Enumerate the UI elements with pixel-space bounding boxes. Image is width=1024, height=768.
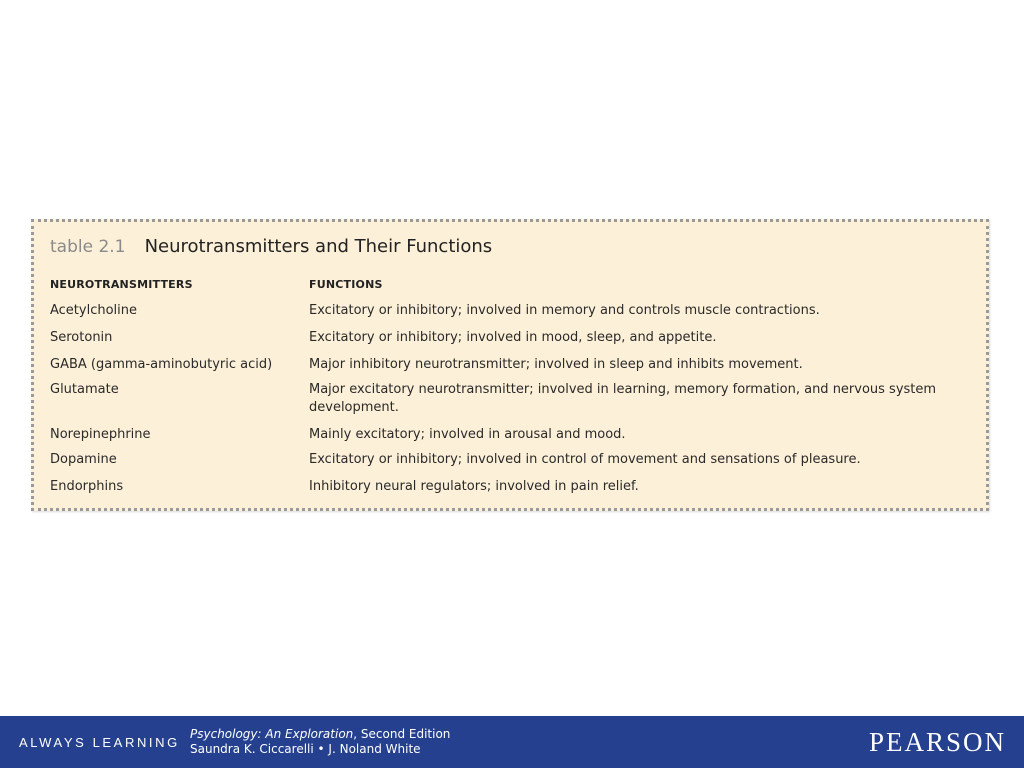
- footer-bar: [0, 716, 1024, 768]
- book-title-line: [190, 727, 450, 742]
- table-title: Neurotransmitters and Their Functions: [144, 236, 493, 257]
- neurotransmitter-name: Acetylcholine: [50, 303, 138, 318]
- neurotransmitter-function: Major excitatory neurotransmitter; involved in learning, memory formation, and nervous system development.: [309, 382, 937, 415]
- column-header-functions: FUNCTIONS: [309, 278, 383, 291]
- neurotransmitter-function: Major inhibitory neurotransmitter; involved in sleep and inhibits movement.: [309, 357, 803, 372]
- pearson-logo: PEARSON: [868, 727, 1006, 757]
- book-authors: Saundra K. Ciccarelli • J. Noland White: [190, 742, 421, 756]
- neurotransmitter-table: [31, 219, 989, 511]
- neurotransmitter-function: Mainly excitatory; involved in arousal and mood.: [309, 427, 626, 442]
- neurotransmitter-name: Serotonin: [50, 330, 113, 345]
- table-heading: [50, 236, 492, 257]
- book-title: Psychology: An Exploration: [190, 727, 354, 741]
- neurotransmitter-name: GABA (gamma-aminobutyric acid): [50, 357, 273, 372]
- book-info: [190, 727, 450, 757]
- neurotransmitter-name: Norepinephrine: [50, 427, 151, 442]
- book-edition: , Second Edition: [353, 727, 451, 741]
- neurotransmitter-function: Excitatory or inhibitory; involved in memory and controls muscle contractions.: [309, 303, 820, 318]
- neurotransmitter-function: Excitatory or inhibitory; involved in mood, sleep, and appetite.: [309, 330, 717, 345]
- table-number: table 2.1: [50, 237, 126, 257]
- neurotransmitter-function: Inhibitory neural regulators; involved in pain relief.: [309, 479, 639, 494]
- neurotransmitter-name: Endorphins: [50, 479, 124, 494]
- neurotransmitter-name: Glutamate: [50, 382, 119, 397]
- neurotransmitter-function: Excitatory or inhibitory; involved in control of movement and sensations of pleasure.: [309, 452, 861, 467]
- column-header-neurotransmitters: NEUROTRANSMITTERS: [50, 278, 193, 291]
- tagline: ALWAYS LEARNING: [19, 735, 180, 750]
- neurotransmitter-name: Dopamine: [50, 452, 117, 467]
